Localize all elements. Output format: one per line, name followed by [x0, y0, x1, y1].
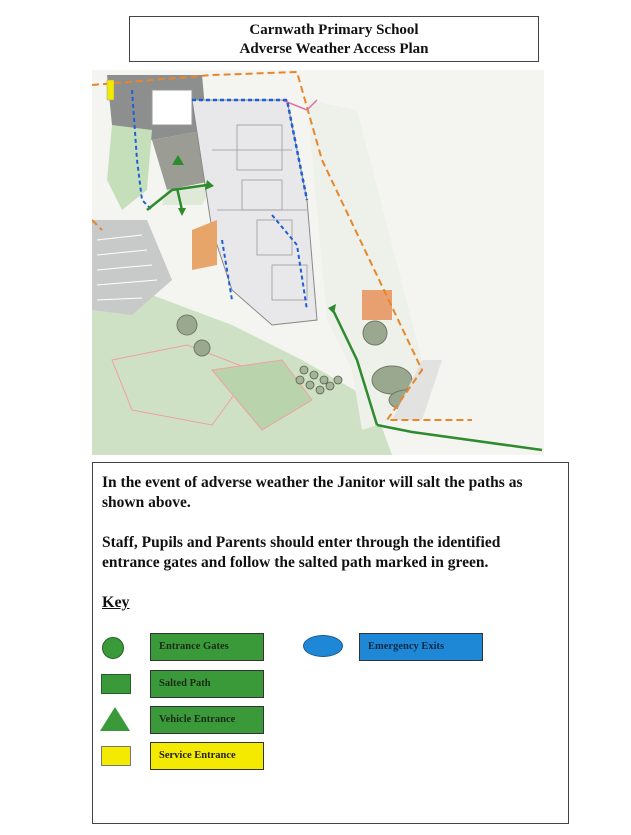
- legend-vehicle-entrance: Vehicle Entrance: [150, 706, 264, 734]
- title-box: [129, 16, 539, 62]
- site-plan-map: [92, 70, 544, 455]
- legend-service-entrance: Service Entrance: [150, 742, 264, 770]
- notice-box: [92, 462, 569, 824]
- school-name: Carnwath Primary School: [249, 22, 419, 38]
- site-plan-image: [92, 70, 544, 455]
- legend: [93, 633, 568, 813]
- notice-paragraph-2: Staff, Pupils and Parents should enter through the identified entrance gates and follow the salted path marked in green.: [102, 534, 501, 571]
- legend-entrance-gates: Entrance Gates: [150, 633, 264, 661]
- legend-emergency-exits: Emergency Exits: [359, 633, 483, 661]
- legend-salted-path: Salted Path: [150, 670, 264, 698]
- plan-title: Adverse Weather Access Plan: [239, 41, 429, 57]
- green-rectangle-icon: [101, 674, 131, 694]
- notice-paragraph-1: In the event of adverse weather the Janitor will salt the paths as shown above.: [102, 474, 523, 511]
- key-title: Key: [102, 594, 130, 611]
- green-triangle-icon: [100, 707, 130, 731]
- yellow-rectangle-icon: [101, 746, 131, 766]
- green-circle-icon: [102, 637, 124, 659]
- blue-ellipse-icon: [303, 635, 343, 657]
